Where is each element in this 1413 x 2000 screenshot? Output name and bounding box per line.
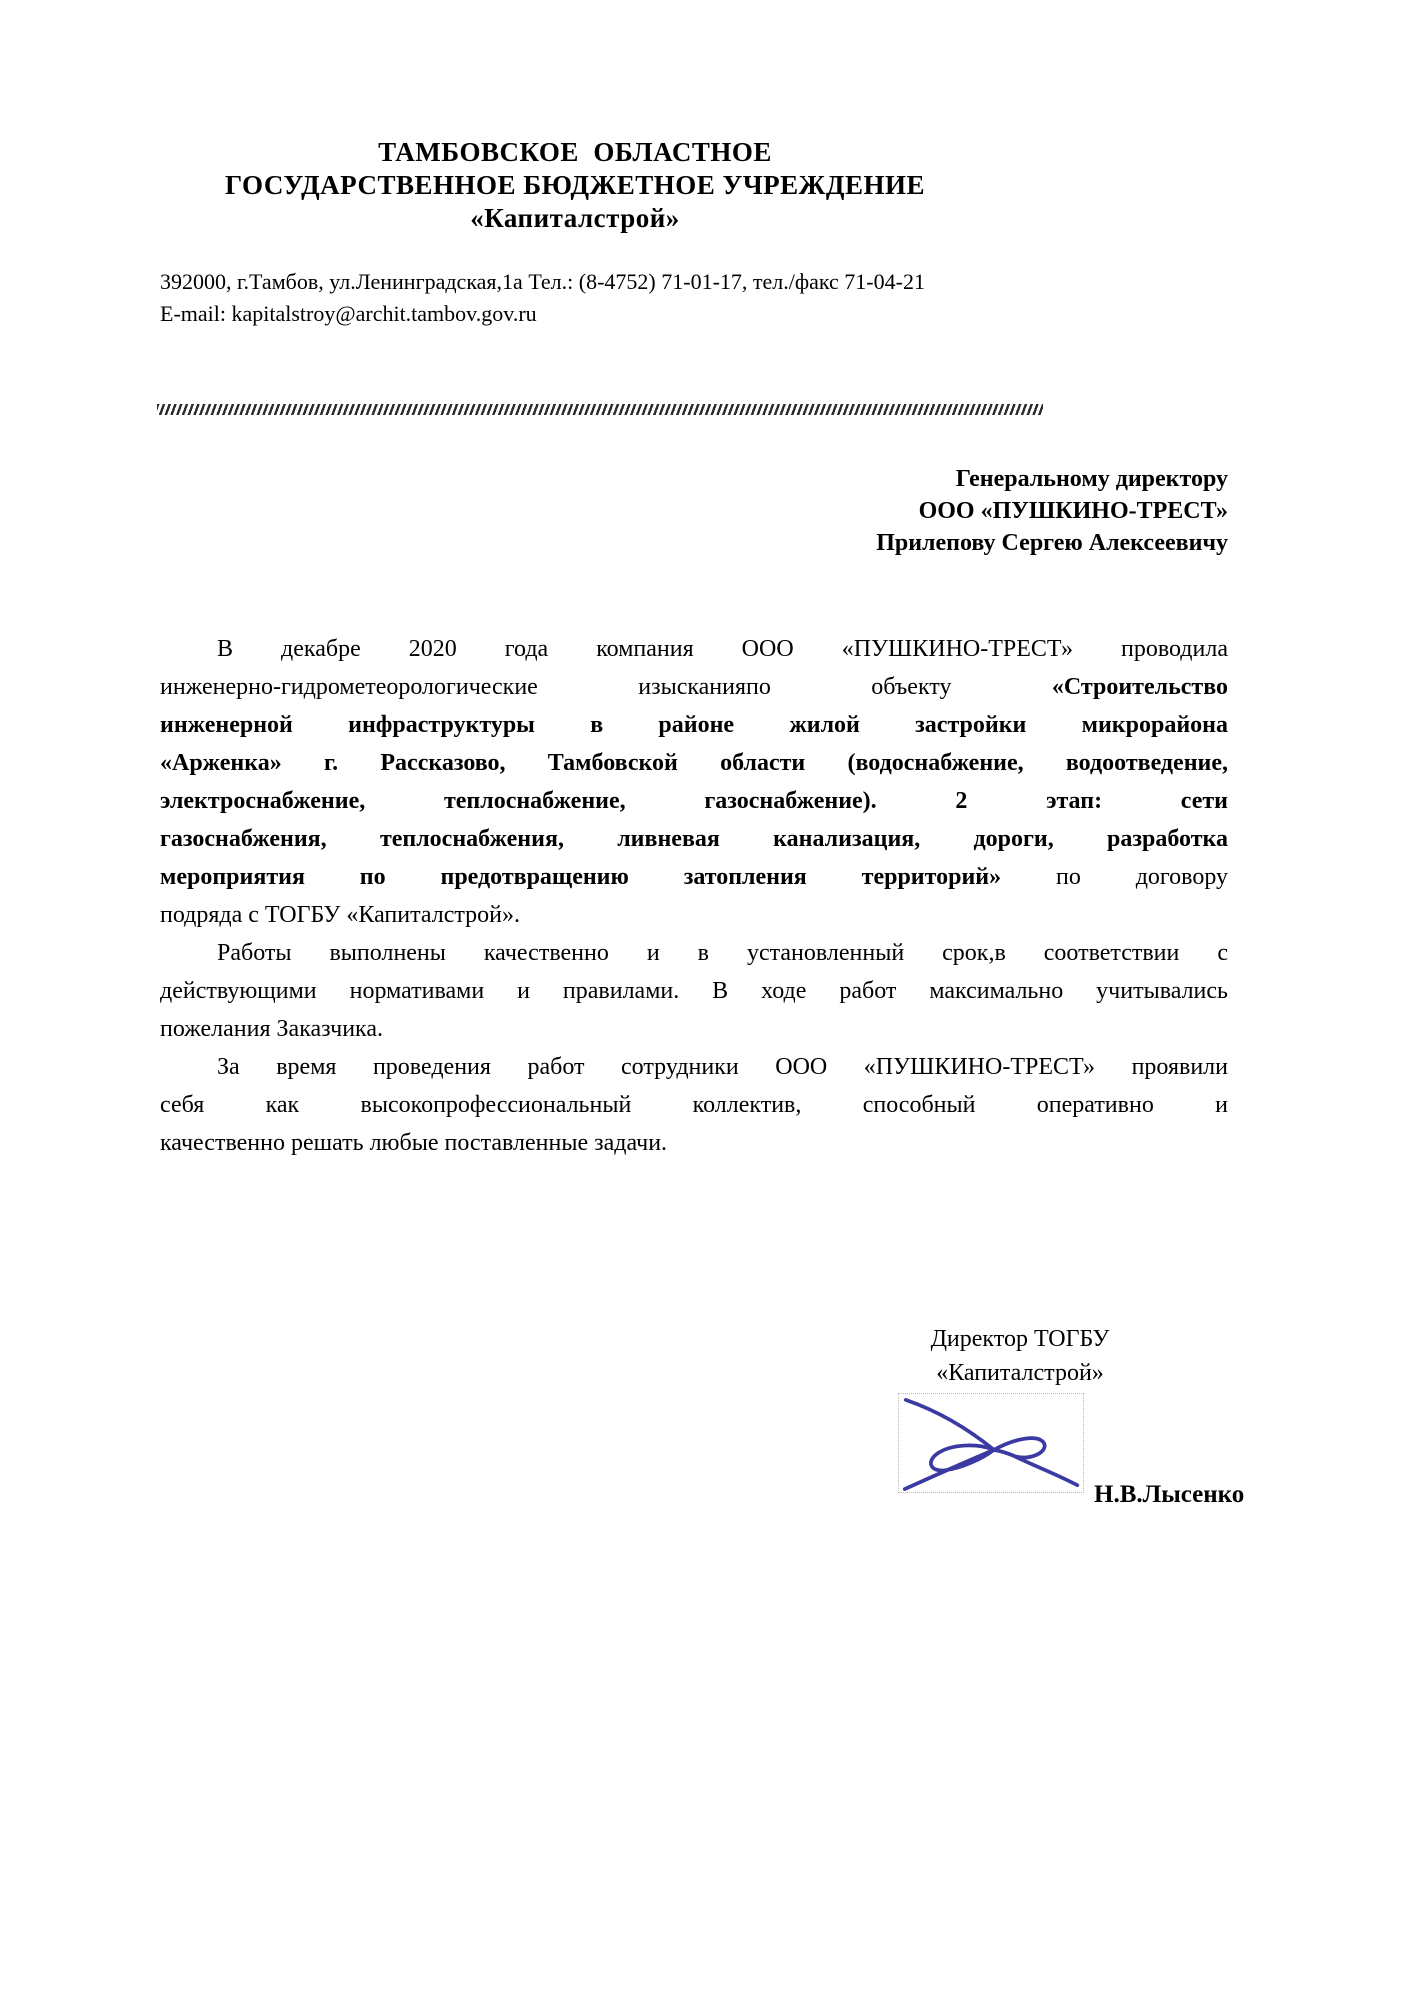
signatory-position-line-1: Директор ТОГБУ (930, 1326, 1110, 1352)
body-text-run: Работы выполнены качественно и в установленный срок,в соответствии с (217, 940, 1228, 966)
body-text-run: За время проведения работ сотрудники ООО «ПУШКИНО-ТРЕСТ» проявили (217, 1054, 1228, 1080)
handwritten-signature (899, 1394, 1083, 1492)
body-text-run: по договору (1001, 864, 1228, 890)
body-text-run: действующими нормативами и правилами. В ходе работ максимально учитывались (160, 978, 1228, 1004)
body-text-line (160, 934, 1228, 972)
body-text-line (160, 896, 1228, 934)
body-text-run: себя как высокопрофессиональный коллектив, способный оперативно и (160, 1092, 1228, 1118)
body-text-bold-run: «Строительство (1051, 674, 1228, 700)
body-text-bold-run: газоснабжения, теплоснабжения, ливневая канализация, дороги, разработка (160, 826, 1228, 852)
body-text-run: пожелания Заказчика. (160, 1016, 384, 1042)
body-text-run: подряда с ТОГБУ «Капиталстрой». (160, 902, 521, 928)
signatory-position-line-2: «Капиталстрой» (936, 1360, 1104, 1386)
email-line: E-mail: kapitalstroy@archit.tambov.gov.ru (160, 301, 537, 326)
org-name-line-3: «Капиталстрой» (470, 203, 680, 233)
body-text-line (160, 1086, 1228, 1124)
hatched-divider (157, 404, 1043, 415)
recipient-company: ООО «ПУШКИНО-ТРЕСТ» (918, 498, 1228, 524)
body-text-bold-run: мероприятия по предотвращению затопления территорий» (160, 864, 1002, 890)
recipient-name: Прилепову Сергею Алексеевичу (876, 530, 1228, 556)
org-name-line-1: ТАМБОВСКОЕ ОБЛАСТНОЕ (378, 137, 772, 167)
letter-body (160, 630, 1228, 1162)
body-text-line (160, 782, 1228, 820)
address-line: 392000, г.Тамбов, ул.Ленинградская,1а Тел.: (8-4752) 71-01-17, тел./факс 71-04-21 (160, 269, 925, 294)
body-text-line (160, 744, 1228, 782)
body-text-line (160, 820, 1228, 858)
signature-stroke-1 (906, 1400, 1078, 1485)
body-text-line (160, 858, 1228, 896)
body-text-run: инженерно-гидрометеорологические изысканияпо объекту (160, 674, 1052, 700)
body-text-run: качественно решать любые поставленные задачи. (160, 1130, 668, 1156)
body-text-line (160, 630, 1228, 668)
body-text-line (160, 1124, 1228, 1162)
recipient-block (700, 463, 1228, 559)
org-header (160, 136, 990, 235)
body-text-bold-run: «Арженка» г. Рассказово, Тамбовской области (водоснабжение, водоотведение, (160, 750, 1228, 776)
body-text-line (160, 706, 1228, 744)
org-name-line-2: ГОСУДАРСТВЕННОЕ БЮДЖЕТНОЕ УЧРЕЖДЕНИЕ (225, 170, 925, 200)
body-text-run: В декабре 2020 года компания ООО «ПУШКИНО-ТРЕСТ» проводила (217, 636, 1228, 662)
body-text-line (160, 1048, 1228, 1086)
body-text-line (160, 1010, 1228, 1048)
body-text-line (160, 668, 1228, 706)
body-text-bold-run: инженерной инфраструктуры в районе жилой застройки микрорайона (160, 712, 1228, 738)
signature-box (898, 1393, 1084, 1493)
signatory-name: Н.В.Лысенко (1094, 1481, 1245, 1508)
signature-title (880, 1322, 1160, 1390)
contact-block (160, 266, 1228, 330)
body-text-line (160, 972, 1228, 1010)
body-text-bold-run: электроснабжение, теплоснабжение, газоснабжение). 2 этап: сети (160, 788, 1228, 814)
signature-stroke-2 (905, 1445, 994, 1489)
recipient-position: Генеральному директору (955, 466, 1228, 492)
